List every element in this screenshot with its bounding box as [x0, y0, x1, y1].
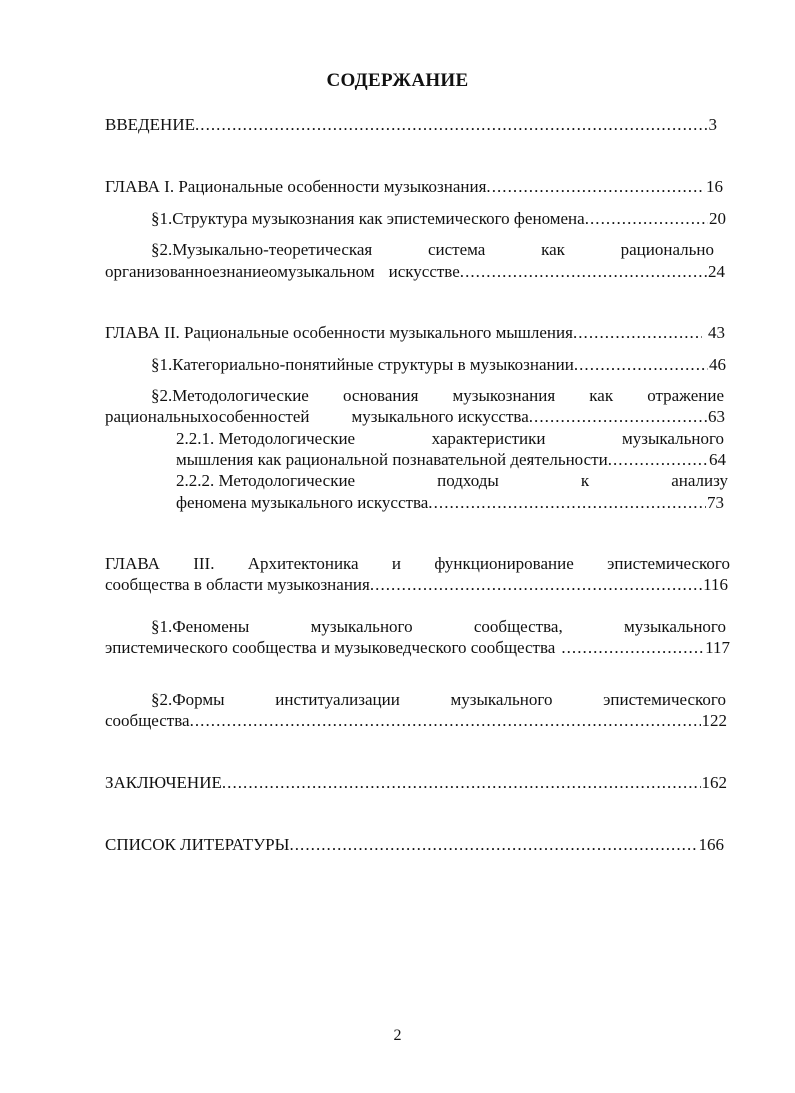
- toc-entry-ch2-section-2-line2[interactable]: [105, 407, 725, 427]
- toc-word: §1.Феномены: [151, 617, 250, 636]
- toc-word: основания: [342, 386, 419, 405]
- toc-word: функционирование: [434, 554, 574, 573]
- toc-entry-label: ВВЕДЕНИЕ: [105, 115, 195, 134]
- toc-word: знание: [219, 262, 269, 281]
- toc-word: §2.Формы: [151, 690, 225, 709]
- toc-word: система: [427, 240, 486, 259]
- dot-leader: [585, 209, 708, 229]
- toc-word: институализации: [275, 690, 400, 709]
- toc-entry-label: СПИСОК ЛИТЕРАТУРЫ: [105, 835, 290, 854]
- toc-entry-ch3-section-2-line2[interactable]: [105, 711, 727, 731]
- toc-word: эпистемического: [607, 554, 730, 573]
- dot-leader: [486, 177, 705, 197]
- toc-entry-page: 63: [708, 407, 725, 426]
- dot-leader: [428, 493, 706, 513]
- toc-entry-ch1-section-1[interactable]: [151, 209, 726, 229]
- toc-entry-chapter-1[interactable]: [105, 177, 723, 197]
- toc-word: рационально: [620, 240, 714, 259]
- toc-entry-chapter-3-line2[interactable]: [105, 575, 728, 595]
- toc-word: III.: [193, 554, 215, 573]
- toc-entry-page: 122: [701, 711, 727, 730]
- toc-entry-page: 64: [709, 450, 726, 469]
- toc-entry-page: 16: [706, 177, 723, 196]
- toc-word: характеристики: [431, 429, 546, 448]
- toc-word: §2.Методологические: [151, 386, 309, 405]
- toc-word: рациональных: [105, 407, 210, 426]
- toc-word: музыкального: [310, 617, 413, 636]
- dot-leader: [190, 711, 701, 731]
- toc-entry-label: сообщества: [105, 711, 190, 730]
- toc-entry-bibliography[interactable]: [105, 835, 724, 855]
- toc-word: музыкального: [450, 690, 553, 709]
- toc-word: 2.2.1. Методологические: [176, 429, 356, 448]
- toc-entry-ch1-section-2-line2[interactable]: [105, 262, 725, 282]
- toc-entry-label: §1.Категориально-понятийные структуры в музыкознании: [151, 355, 574, 374]
- dot-leader: [529, 407, 707, 427]
- toc-word: искусстве: [388, 262, 460, 281]
- toc-entry-ch2-subsection-2-line1[interactable]: [176, 471, 728, 491]
- toc-entry-page: 3: [708, 115, 717, 134]
- toc-word: музыкального искусства: [351, 407, 529, 426]
- toc-word: ГЛАВА: [105, 554, 160, 573]
- toc-entry-ch2-section-2-line1[interactable]: [151, 386, 724, 406]
- toc-entry-label: [105, 262, 375, 282]
- dot-leader: [573, 323, 702, 343]
- toc-word: §2.Музыкально-теоретическая: [151, 240, 373, 259]
- toc-word: Архитектоника: [247, 554, 359, 573]
- dot-leader: [555, 638, 704, 658]
- toc-entry-ch2-section-1[interactable]: [151, 355, 726, 375]
- toc-word: 2.2.2. Методологические: [176, 471, 356, 490]
- toc-word: как: [589, 386, 614, 405]
- toc-word: анализу: [671, 471, 728, 490]
- toc-entry-page: 43: [708, 323, 725, 342]
- toc-entry-label: ГЛАВА II. Рациональные особенности музыкального мышления: [105, 323, 573, 342]
- toc-entry-label: ЗАКЛЮЧЕНИЕ: [105, 773, 222, 792]
- toc-word: организованное: [105, 262, 220, 281]
- toc-entry-ch3-section-2-line1[interactable]: [151, 690, 726, 710]
- dot-leader: [574, 355, 708, 375]
- toc-entry-ch3-section-1-line2[interactable]: [105, 638, 730, 658]
- toc-entry-page: 46: [709, 355, 726, 374]
- toc-entry-label: феномена музыкального искусства: [176, 493, 429, 512]
- toc-word: о: [268, 262, 278, 281]
- toc-word: подходы: [437, 471, 499, 490]
- page-title: СОДЕРЖАНИЕ: [326, 70, 469, 91]
- dot-leader: [608, 450, 708, 470]
- toc-entry-label: эпистемического сообщества и музыковедческого сообщества: [105, 638, 556, 657]
- toc-entry-page: 73: [707, 493, 724, 512]
- toc-entry-conclusion[interactable]: [105, 773, 727, 793]
- toc-entry-page: 117: [705, 638, 730, 657]
- dot-leader: [370, 575, 702, 595]
- toc-entry-label: [105, 407, 309, 427]
- toc-word: и: [391, 554, 402, 573]
- toc-word: особенностей: [209, 407, 310, 426]
- dot-leader: [222, 773, 701, 793]
- toc-word: музыкальном: [277, 262, 375, 281]
- toc-entry-page: 24: [708, 262, 725, 281]
- toc-entry-label: ГЛАВА I. Рациональные особенности музыкознания: [105, 177, 487, 196]
- dot-leader: [289, 835, 697, 855]
- toc-entry-page: 20: [709, 209, 726, 228]
- dot-leader: [195, 115, 708, 135]
- toc-entry-label: §1.Структура музыкознания как эпистемического феномена: [151, 209, 585, 228]
- toc-word: музыкального: [623, 617, 726, 636]
- toc-word: эпистемического: [603, 690, 726, 709]
- toc-entry-chapter-2[interactable]: [105, 323, 725, 343]
- toc-entry-ch2-subsection-1-line1[interactable]: [176, 429, 724, 449]
- toc-entry-introduction[interactable]: [105, 115, 717, 135]
- toc-entry-page: 166: [698, 835, 724, 854]
- toc-word: сообщества,: [473, 617, 563, 636]
- toc-entry-label: сообщества в области музыкознания: [105, 575, 370, 594]
- toc-word: музыкального: [622, 429, 724, 448]
- toc-word: музыкознания: [452, 386, 556, 405]
- toc-entry-ch1-section-2-line1[interactable]: [151, 240, 714, 260]
- toc-word: отражение: [647, 386, 724, 405]
- toc-entry-page: 116: [703, 575, 728, 594]
- toc-entry-label: мышления как рациональной познавательной деятельности: [176, 450, 608, 469]
- toc-word: к: [580, 471, 590, 490]
- toc-entry-ch2-subsection-1-line2[interactable]: [176, 450, 726, 470]
- dot-leader: [460, 262, 707, 282]
- toc-entry-page: 162: [701, 773, 727, 792]
- toc-entry-ch2-subsection-2-line2[interactable]: [176, 493, 724, 513]
- toc-entry-chapter-3-line1[interactable]: [105, 554, 730, 574]
- toc-entry-ch3-section-1-line1[interactable]: [151, 617, 726, 637]
- toc-word: как: [541, 240, 565, 259]
- page-number: 2: [393, 1027, 402, 1044]
